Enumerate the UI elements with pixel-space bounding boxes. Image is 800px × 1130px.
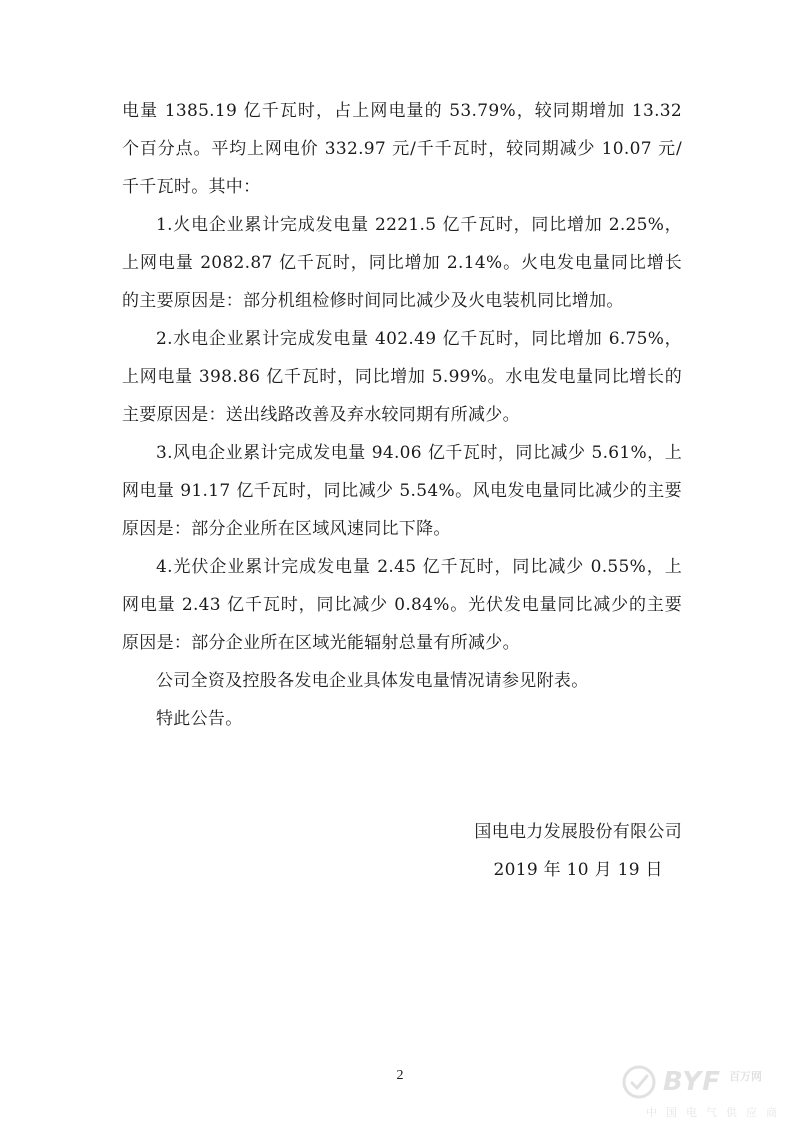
paragraph-wind-power: 3.风电企业累计完成发电量 94.06 亿千瓦时，同比减少 5.61%，上网电量 91.17 亿千瓦时，同比减少 5.54%。风电发电量同比减少的主要原因是：部分企业所在区域风速同比下降。: [122, 443, 682, 539]
watermark-logo: [621, 1062, 786, 1102]
paragraph-hydro-power: 2.水电企业累计完成发电量 402.49 亿千瓦时，同比增加 6.75%，上网电量 398.86 亿千瓦时，同比增加 5.99%。水电发电量同比增长的主要原因是：送出线路改善及弃水较同期有所减少。: [122, 329, 682, 425]
watermark: [621, 1062, 786, 1124]
signature-date: 2019 年 10 月 19 日: [493, 860, 663, 880]
document-body: [122, 92, 682, 738]
paragraph-continuation: 电量 1385.19 亿千瓦时，占上网电量的 53.79%，较同期增加 13.32 个百分点。平均上网电价 332.97 元/千千瓦时，较同期减少 10.07 元/千千瓦时。其中：: [122, 101, 682, 197]
watermark-circle-icon: [621, 1064, 657, 1100]
watermark-brand: BYF: [663, 1067, 721, 1097]
watermark-brand-sub: 百万网: [728, 1070, 762, 1083]
signature-block: [474, 813, 682, 889]
paragraph-thermal-power: 1.火电企业累计完成发电量 2221.5 亿千瓦时，同比增加 2.25%，上网电量 2082.87 亿千瓦时，同比增加 2.14%。火电发电量同比增长的主要原因是：部分机组检修时间同比减少及火电装机同比增加。: [122, 215, 682, 311]
signature-company: 国电电力发展股份有限公司: [474, 822, 682, 842]
watermark-tagline: 中国电气供应商: [646, 1106, 786, 1119]
page-number: 2: [396, 1068, 404, 1083]
paragraph-appendix-note: 公司全资及控股各发电企业具体发电量情况请参见附表。: [156, 671, 589, 691]
paragraph-solar-power: 4.光伏企业累计完成发电量 2.45 亿千瓦时，同比减少 0.55%，上网电量 2.43 亿千瓦时，同比减少 0.84%。光伏发电量同比减少的主要原因是：部分企业所在区域光能辐射总量有所减少。: [122, 557, 682, 653]
paragraph-closing: 特此公告。: [156, 709, 243, 729]
